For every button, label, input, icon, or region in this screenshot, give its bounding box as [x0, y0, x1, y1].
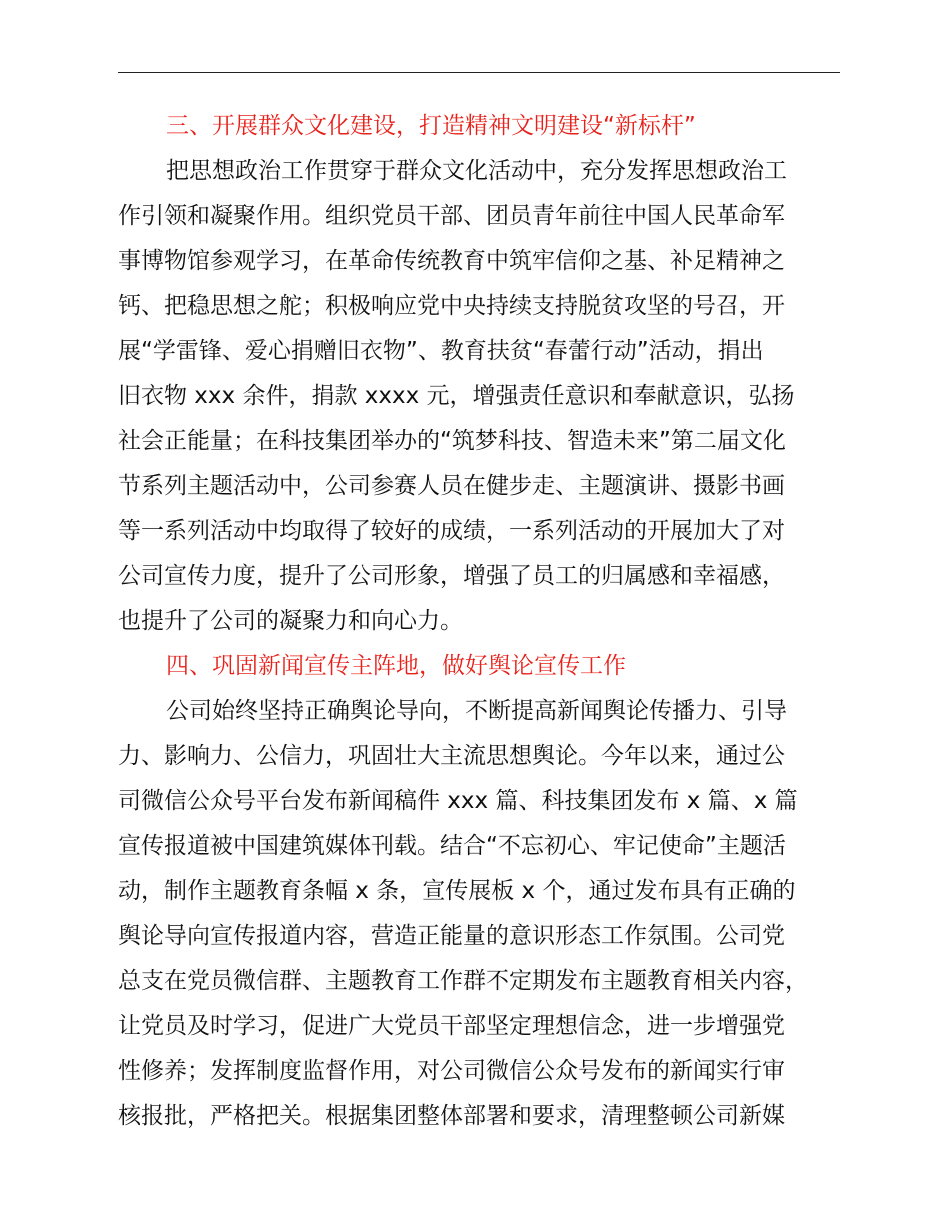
paragraph-line: 节系列主题活动中，公司参赛人员在健步走、主题演讲、摄影书画	[118, 473, 785, 499]
paragraph-line: 力、影响力、公信力，巩固壮大主流思想舆论。今年以来，通过公	[118, 743, 785, 769]
section-3-heading: 三、开展群众文化建设，打造精神文明建设“新标杆”	[166, 113, 696, 139]
paragraph-line: 也提升了公司的凝聚力和向心力。	[118, 608, 463, 634]
paragraph-line: 作引领和凝聚作用。组织党员干部、团员青年前往中国人民革命军	[118, 203, 785, 229]
paragraph-line: 事博物馆参观学习，在革命传统教育中筑牢信仰之基、补足精神之	[118, 248, 785, 274]
section-4-paragraph	[118, 689, 858, 1139]
paragraph-line: 动，制作主题教育条幅 x 条，宣传展板 x 个，通过发布具有正确的	[118, 878, 796, 904]
paragraph-line: 总支在党员微信群、主题教育工作群不定期发布主题教育相关内容，	[118, 968, 808, 994]
paragraph-line: 把思想政治工作贯穿于群众文化活动中，充分发挥思想政治工	[166, 158, 787, 184]
section-4-heading: 四、巩固新闻宣传主阵地，做好舆论宣传工作	[166, 653, 626, 679]
paragraph-line: 等一系列活动中均取得了较好的成绩，一系列活动的开展加大了对	[118, 518, 785, 544]
paragraph-line: 公司宣传力度，提升了公司形象，增强了员工的归属感和幸福感，	[118, 563, 785, 589]
paragraph-line: 社会正能量；在科技集团举办的“筑梦科技、智造未来”第二届文化	[118, 428, 786, 454]
paragraph-line: 公司始终坚持正确舆论导向，不断提高新闻舆论传播力、引导	[166, 698, 787, 724]
paragraph-line: 核报批，严格把关。根据集团整体部署和要求，清理整顿公司新媒	[118, 1103, 785, 1129]
header-rule	[118, 72, 840, 73]
document-body	[118, 104, 858, 1139]
paragraph-line: 司微信公众号平台发布新闻稿件 xxx 篇、科技集团发布 x 篇、x 篇	[118, 788, 798, 814]
paragraph-line: 性修养；发挥制度监督作用，对公司微信公众号发布的新闻实行审	[118, 1058, 785, 1084]
section-3-paragraph	[118, 149, 858, 644]
paragraph-line: 舆论导向宣传报道内容，营造正能量的意识形态工作氛围。公司党	[118, 923, 785, 949]
paragraph-line: 宣传报道被中国建筑媒体刊载。结合“不忘初心、牢记使命”主题活	[118, 833, 786, 859]
paragraph-line: 钙、把稳思想之舵；积极响应党中央持续支持脱贫攻坚的号召，开	[118, 293, 785, 319]
paragraph-line: 让党员及时学习，促进广大党员干部坚定理想信念，进一步增强党	[118, 1013, 785, 1039]
paragraph-line: 旧衣物 xxx 余件，捐款 xxxx 元，增强责任意识和奉献意识，弘扬	[118, 383, 795, 409]
paragraph-line: 展“学雷锋、爱心捐赠旧衣物”、教育扶贫“春蕾行动”活动，捐出	[118, 338, 764, 364]
